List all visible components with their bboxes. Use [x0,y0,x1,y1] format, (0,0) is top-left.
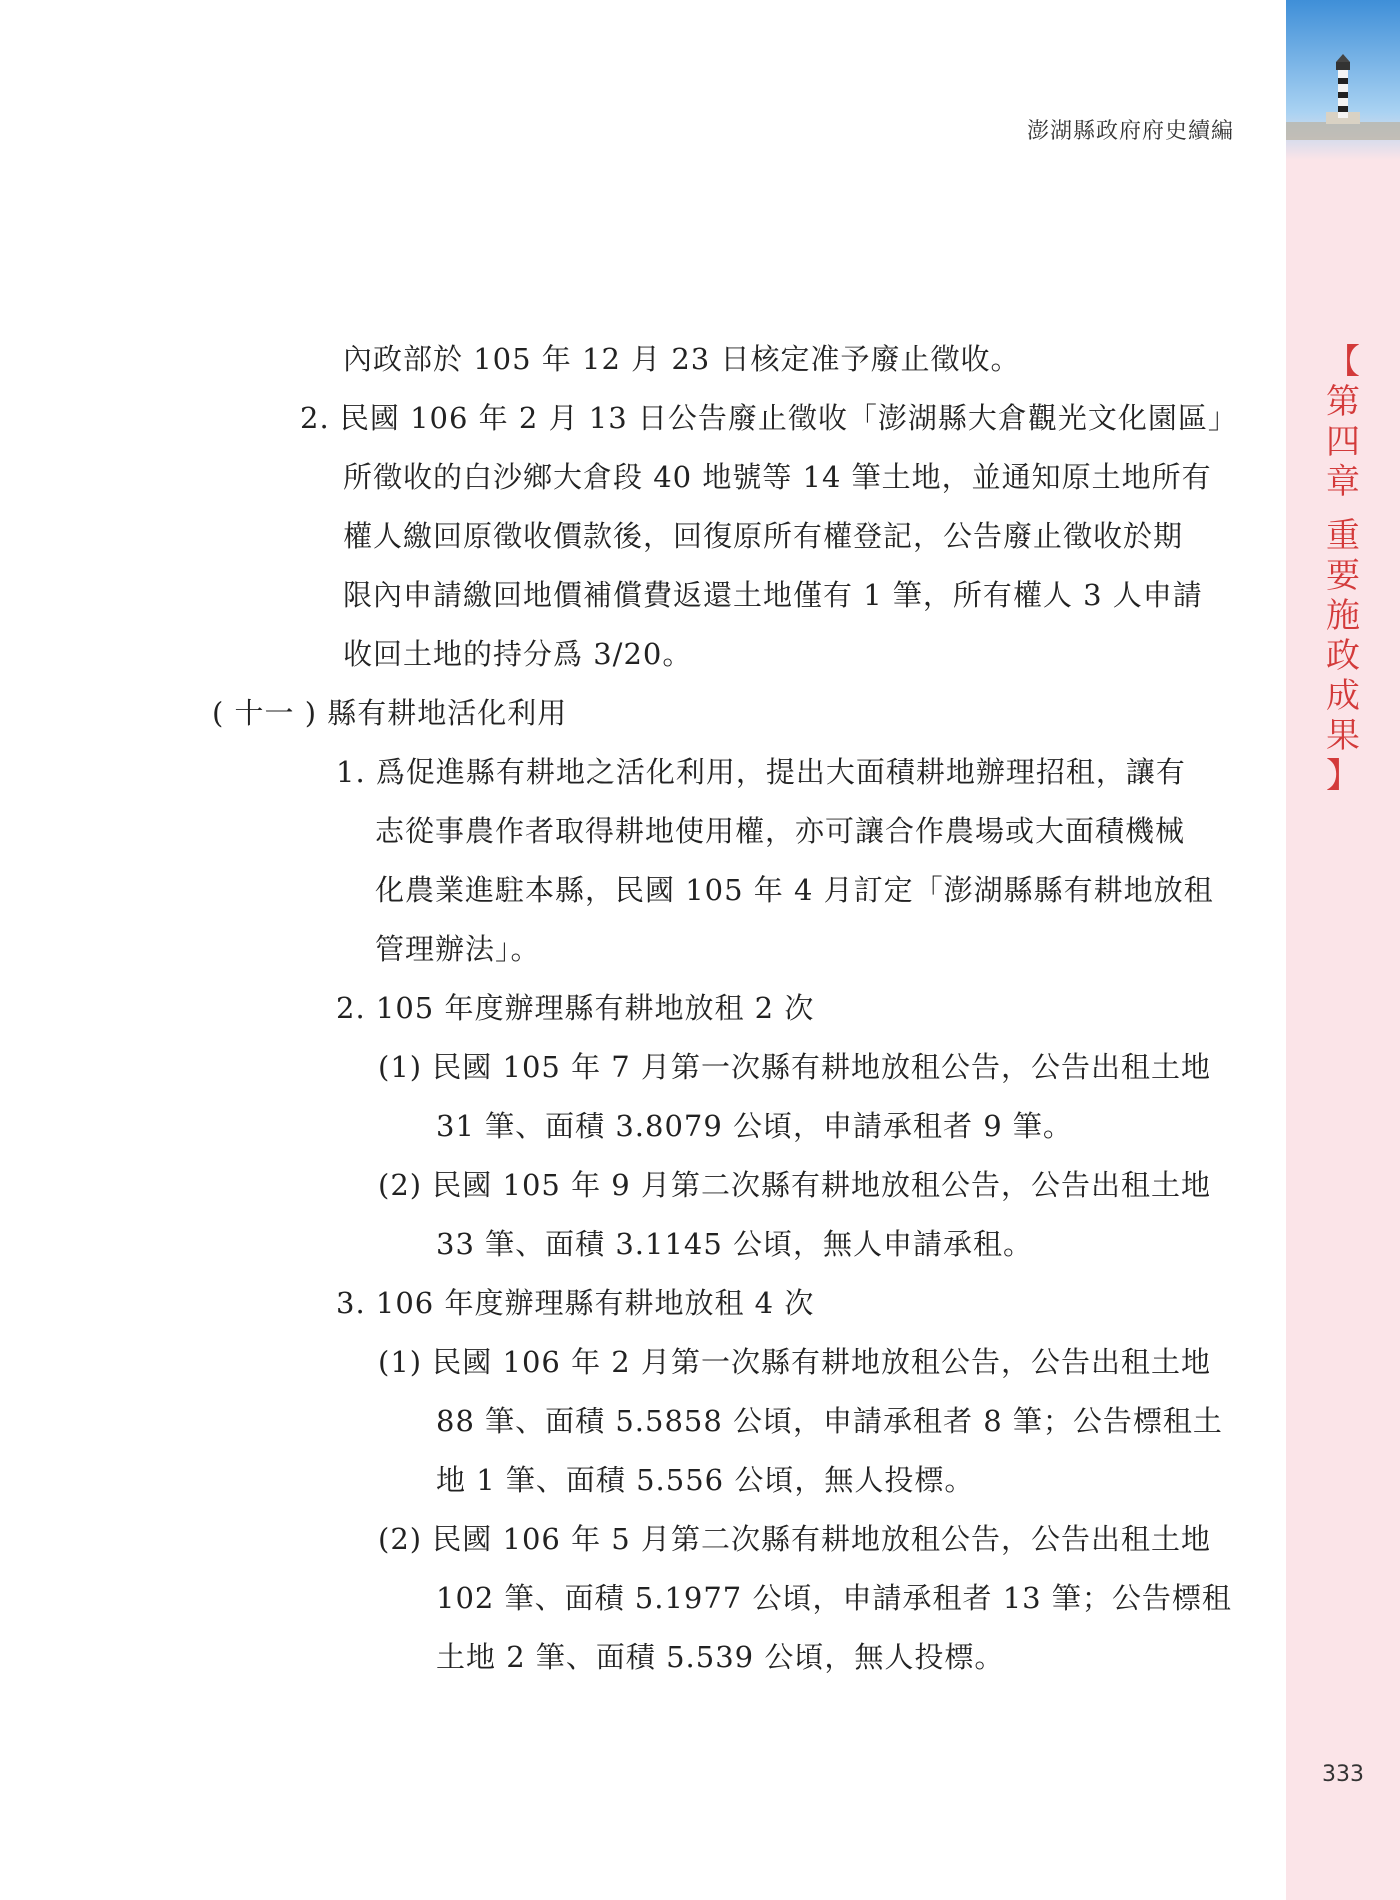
chapter-char: 要 [1326,556,1360,596]
paragraph-line: 31 筆、面積 3.8079 公頃，申請承租者 9 筆。 [436,1109,1073,1143]
chapter-char: 施 [1326,596,1360,636]
chapter-char: 【 [1326,342,1360,382]
paragraph-line: 管理辦法」。 [375,932,541,966]
page-number: 333 [1322,1762,1364,1787]
chapter-char: 果 [1326,716,1360,756]
list-item-line: 2. 105 年度辦理縣有耕地放租 2 次 [336,991,815,1025]
lighthouse-icon [1286,0,1400,160]
paragraph-line: 88 筆、面積 5.5858 公頃，申請承租者 8 筆；公告標租土 [436,1404,1223,1438]
chapter-char [1316,502,1370,516]
list-item-line: 3. 106 年度辦理縣有耕地放租 4 次 [336,1286,815,1320]
chapter-char: 】 [1326,756,1360,796]
page-header: 澎湖縣政府府史續編 [1026,119,1234,144]
sub-item-line: (2) 民國 106 年 5 月第二次縣有耕地放租公告，公告出租土地 [378,1522,1211,1556]
list-item-line: 1. 爲促進縣有耕地之活化利用，提出大面積耕地辦理招租，讓有 [336,755,1186,789]
paragraph-line: 33 筆、面積 3.1145 公頃，無人申請承租。 [436,1227,1034,1261]
paragraph-line: 內政部於 105 年 12 月 23 日核定准予廢止徵收。 [343,342,1021,376]
list-item-line: 2. 民國 106 年 2 月 13 日公告廢止徵收「澎湖縣大倉觀光文化園區」 [300,401,1238,435]
chapter-char: 章 [1326,462,1360,502]
chapter-char: 成 [1326,676,1360,716]
lighthouse-photo [1286,0,1400,160]
chapter-char: 四 [1326,422,1360,462]
paragraph-line: 限內申請繳回地價補償費返還土地僅有 1 筆，所有權人 3 人申請 [343,578,1203,612]
sub-item-line: (1) 民國 106 年 2 月第一次縣有耕地放租公告，公告出租土地 [378,1345,1211,1379]
chapter-char: 重 [1326,516,1360,556]
paragraph-line: 102 筆、面積 5.1977 公頃，申請承租者 13 筆；公告標租 [436,1581,1232,1615]
section-heading: ( 十一 ) 縣有耕地活化利用 [212,696,568,730]
sub-item-line: (2) 民國 105 年 9 月第二次縣有耕地放租公告，公告出租土地 [378,1168,1211,1202]
paragraph-line: 地 1 筆、面積 5.556 公頃，無人投標。 [436,1463,975,1497]
paragraph-line: 化農業進駐本縣，民國 105 年 4 月訂定「澎湖縣縣有耕地放租 [375,873,1214,907]
paragraph-line: 收回土地的持分爲 3/20。 [343,637,693,671]
chapter-label [1316,342,1370,796]
paragraph-line: 權人繳回原徵收價款後，回復原所有權登記，公告廢止徵收於期 [343,519,1184,553]
paragraph-line: 土地 2 筆、面積 5.539 公頃，無人投標。 [436,1640,1005,1674]
paragraph-line: 所徵收的白沙鄉大倉段 40 地號等 14 筆土地，並通知原土地所有 [343,460,1212,494]
chapter-char: 第 [1326,382,1360,422]
side-strip [1286,0,1400,1900]
chapter-char: 政 [1326,636,1360,676]
sub-item-line: (1) 民國 105 年 7 月第一次縣有耕地放租公告，公告出租土地 [378,1050,1211,1084]
paragraph-line: 志從事農作者取得耕地使用權，亦可讓合作農場或大面積機械 [375,814,1186,848]
